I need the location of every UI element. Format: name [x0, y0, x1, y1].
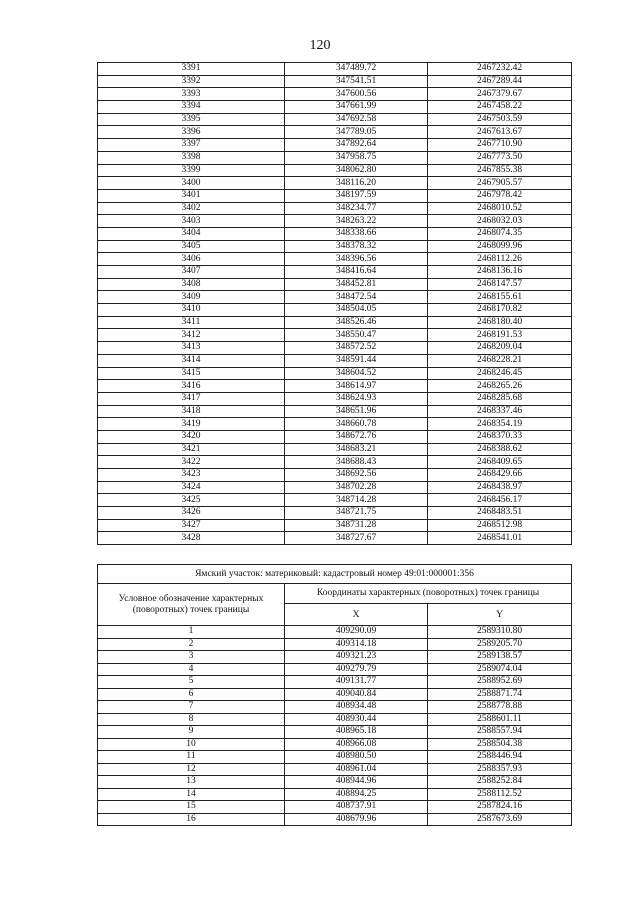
point-number-cell: 3410 — [98, 304, 285, 317]
point-number-cell: 3424 — [98, 481, 285, 494]
y-coordinate-cell: 2467379.67 — [428, 88, 572, 101]
point-number-cell: 4 — [98, 663, 285, 676]
x-coordinate-cell: 408980.50 — [285, 751, 428, 764]
x-coordinate-cell: 348660.78 — [285, 418, 428, 431]
point-number-cell: 3406 — [98, 253, 285, 266]
table-row — [98, 443, 572, 456]
table-row — [98, 380, 572, 393]
x-coordinate-cell: 348452.81 — [285, 278, 428, 291]
y-coordinate-cell: 2468541.01 — [428, 532, 572, 545]
x-coordinate-cell: 408737.91 — [285, 801, 428, 814]
y-coordinate-cell: 2468370.33 — [428, 430, 572, 443]
y-coordinate-cell: 2467232.42 — [428, 63, 572, 76]
table-row — [98, 253, 572, 266]
coordinates-header: Координаты характерных (поворотных) точек границы — [285, 584, 572, 604]
y-coordinate-cell: 2468147.57 — [428, 278, 572, 291]
table-row — [98, 519, 572, 532]
y-coordinate-cell: 2467773.50 — [428, 151, 572, 164]
y-coordinate-cell: 2468246.45 — [428, 367, 572, 380]
table-row — [98, 801, 572, 814]
point-number-cell: 3400 — [98, 177, 285, 190]
table-row — [98, 189, 572, 202]
y-coordinate-cell: 2468285.68 — [428, 392, 572, 405]
table-row — [98, 688, 572, 701]
y-coordinate-cell: 2467978.42 — [428, 189, 572, 202]
point-number-cell: 3420 — [98, 430, 285, 443]
x-coordinate-cell: 348472.54 — [285, 291, 428, 304]
point-number-cell: 3416 — [98, 380, 285, 393]
x-coordinate-cell: 408894.25 — [285, 788, 428, 801]
table-row — [98, 291, 572, 304]
y-coordinate-cell: 2467710.90 — [428, 139, 572, 152]
table-row — [98, 788, 572, 801]
table-row — [98, 215, 572, 228]
point-number-cell: 3396 — [98, 126, 285, 139]
point-number-cell: 3402 — [98, 202, 285, 215]
x-coordinate-cell: 409040.84 — [285, 688, 428, 701]
table-row — [98, 430, 572, 443]
table-row — [98, 316, 572, 329]
x-coordinate-cell: 408961.04 — [285, 763, 428, 776]
x-coordinate-cell: 347489.72 — [285, 63, 428, 76]
table-row — [98, 63, 572, 76]
x-coordinate-cell: 347661.99 — [285, 101, 428, 114]
point-number-cell: 15 — [98, 801, 285, 814]
point-number-cell: 3412 — [98, 329, 285, 342]
y-coordinate-cell: 2589138.57 — [428, 651, 572, 664]
x-coordinate-cell: 348714.28 — [285, 494, 428, 507]
coordinates-table-continued — [97, 62, 572, 545]
x-coordinate-cell: 348672.76 — [285, 430, 428, 443]
point-number-cell: 3427 — [98, 519, 285, 532]
y-coordinate-cell: 2468409.65 — [428, 456, 572, 469]
table-row — [98, 367, 572, 380]
table-row — [98, 329, 572, 342]
x-coordinate-cell: 348727.67 — [285, 532, 428, 545]
y-coordinate-cell: 2468337.46 — [428, 405, 572, 418]
point-number-cell: 3408 — [98, 278, 285, 291]
y-coordinate-cell: 2468010.52 — [428, 202, 572, 215]
x-coordinate-cell: 348651.96 — [285, 405, 428, 418]
table-row — [98, 651, 572, 664]
point-number-cell: 3403 — [98, 215, 285, 228]
point-number-cell: 3418 — [98, 405, 285, 418]
y-coordinate-cell: 2588252.84 — [428, 776, 572, 789]
point-number-cell: 3422 — [98, 456, 285, 469]
table-row — [98, 663, 572, 676]
point-number-cell: 3397 — [98, 139, 285, 152]
table-row — [98, 227, 572, 240]
y-coordinate-cell: 2588952.69 — [428, 676, 572, 689]
x-coordinate-cell: 348721.75 — [285, 507, 428, 520]
x-coordinate-cell: 408944.96 — [285, 776, 428, 789]
y-coordinate-cell: 2468074.35 — [428, 227, 572, 240]
x-coordinate-cell: 408965.18 — [285, 726, 428, 739]
y-coordinate-cell: 2468228.21 — [428, 354, 572, 367]
x-coordinate-cell: 348263.22 — [285, 215, 428, 228]
x-coordinate-cell: 348526.46 — [285, 316, 428, 329]
table-row — [98, 726, 572, 739]
table-row — [98, 75, 572, 88]
table-row — [98, 126, 572, 139]
x-coordinate-cell: 348702.28 — [285, 481, 428, 494]
x-coordinate-cell: 348378.32 — [285, 240, 428, 253]
point-number-cell: 3413 — [98, 342, 285, 355]
point-number-cell: 14 — [98, 788, 285, 801]
y-coordinate-cell: 2468438.97 — [428, 481, 572, 494]
table-row — [98, 202, 572, 215]
point-number-cell: 3394 — [98, 101, 285, 114]
point-number-cell: 3405 — [98, 240, 285, 253]
x-coordinate-cell: 409290.09 — [285, 626, 428, 639]
table-caption: Ямский участок: материковый: кадастровый номер 49:01:000001:356 — [98, 565, 572, 584]
table-row — [98, 240, 572, 253]
table-row — [98, 776, 572, 789]
point-number-cell: 13 — [98, 776, 285, 789]
y-coordinate-cell: 2468180.40 — [428, 316, 572, 329]
table-row — [98, 638, 572, 651]
x-coordinate-cell: 348692.56 — [285, 469, 428, 482]
point-number-cell: 3421 — [98, 443, 285, 456]
table-row — [98, 139, 572, 152]
y-coordinate-cell: 2588557.94 — [428, 726, 572, 739]
point-number-cell: 6 — [98, 688, 285, 701]
y-coordinate-cell: 2588601.11 — [428, 713, 572, 726]
x-coordinate-cell: 408679.96 — [285, 813, 428, 826]
table-row — [98, 713, 572, 726]
table-row — [98, 494, 572, 507]
y-coordinate-cell: 2467905.57 — [428, 177, 572, 190]
point-number-cell: 3417 — [98, 392, 285, 405]
table-row — [98, 88, 572, 101]
y-coordinate-cell: 2587824.16 — [428, 801, 572, 814]
point-number-cell: 3426 — [98, 507, 285, 520]
point-number-cell: 3393 — [98, 88, 285, 101]
point-number-cell: 3425 — [98, 494, 285, 507]
x-coordinate-cell: 347541.51 — [285, 75, 428, 88]
table-row — [98, 481, 572, 494]
yamsky-plot-coordinates-table — [97, 564, 572, 826]
y-column-header: Y — [428, 604, 572, 626]
x-coordinate-cell: 348572.52 — [285, 342, 428, 355]
y-coordinate-cell: 2467503.59 — [428, 113, 572, 126]
y-coordinate-cell: 2468170.82 — [428, 304, 572, 317]
y-coordinate-cell: 2468429.66 — [428, 469, 572, 482]
y-coordinate-cell: 2468456.17 — [428, 494, 572, 507]
table-row — [98, 354, 572, 367]
table-row — [98, 626, 572, 639]
point-number-cell: 7 — [98, 701, 285, 714]
table-row — [98, 469, 572, 482]
point-number-cell: 3392 — [98, 75, 285, 88]
y-coordinate-cell: 2468112.26 — [428, 253, 572, 266]
x-coordinate-cell: 348624.93 — [285, 392, 428, 405]
yamsky-table-body — [98, 626, 572, 826]
y-coordinate-cell: 2589205.70 — [428, 638, 572, 651]
point-number-cell: 3399 — [98, 164, 285, 177]
point-number-cell: 2 — [98, 638, 285, 651]
table-row — [98, 751, 572, 764]
table-row — [98, 507, 572, 520]
table-row — [98, 763, 572, 776]
x-coordinate-cell: 347892.64 — [285, 139, 428, 152]
table-row — [98, 532, 572, 545]
x-coordinate-cell: 348396.56 — [285, 253, 428, 266]
x-column-header: X — [285, 604, 428, 626]
y-coordinate-cell: 2588446.94 — [428, 751, 572, 764]
table-row — [98, 177, 572, 190]
x-coordinate-cell: 409314.18 — [285, 638, 428, 651]
y-coordinate-cell: 2467289.44 — [428, 75, 572, 88]
point-number-cell: 9 — [98, 726, 285, 739]
y-coordinate-cell: 2468191.53 — [428, 329, 572, 342]
table-row — [98, 418, 572, 431]
point-designation-header: Условное обозначение характерных (поворотных) точек границы — [98, 584, 285, 626]
y-coordinate-cell: 2467458.22 — [428, 101, 572, 114]
point-number-cell: 10 — [98, 738, 285, 751]
point-number-cell: 3398 — [98, 151, 285, 164]
y-coordinate-cell: 2588504.38 — [428, 738, 572, 751]
table-row — [98, 405, 572, 418]
point-number-cell: 3 — [98, 651, 285, 664]
y-coordinate-cell: 2588778.88 — [428, 701, 572, 714]
x-coordinate-cell: 348416.64 — [285, 266, 428, 279]
x-coordinate-cell: 409321.23 — [285, 651, 428, 664]
y-coordinate-cell: 2468265.26 — [428, 380, 572, 393]
point-number-cell: 3401 — [98, 189, 285, 202]
y-coordinate-cell: 2468155.61 — [428, 291, 572, 304]
y-coordinate-cell: 2468388.62 — [428, 443, 572, 456]
x-coordinate-cell: 348197.59 — [285, 189, 428, 202]
x-coordinate-cell: 348550.47 — [285, 329, 428, 342]
y-coordinate-cell: 2587673.69 — [428, 813, 572, 826]
point-number-cell: 3414 — [98, 354, 285, 367]
table-row — [98, 738, 572, 751]
x-coordinate-cell: 348683.21 — [285, 443, 428, 456]
point-number-cell: 1 — [98, 626, 285, 639]
point-number-cell: 16 — [98, 813, 285, 826]
y-coordinate-cell: 2589074.04 — [428, 663, 572, 676]
point-number-cell: 3419 — [98, 418, 285, 431]
table-row — [98, 392, 572, 405]
y-coordinate-cell: 2468354.19 — [428, 418, 572, 431]
table-row — [98, 701, 572, 714]
x-coordinate-cell: 348614.97 — [285, 380, 428, 393]
page-number: 120 — [309, 38, 331, 53]
table-row — [98, 342, 572, 355]
table-row — [98, 456, 572, 469]
y-coordinate-cell: 2468032.03 — [428, 215, 572, 228]
x-coordinate-cell: 348688.43 — [285, 456, 428, 469]
y-coordinate-cell: 2468136.16 — [428, 266, 572, 279]
x-coordinate-cell: 347600.56 — [285, 88, 428, 101]
y-coordinate-cell: 2468483.51 — [428, 507, 572, 520]
point-number-cell: 8 — [98, 713, 285, 726]
y-coordinate-cell: 2589310.80 — [428, 626, 572, 639]
y-coordinate-cell: 2468099.96 — [428, 240, 572, 253]
y-coordinate-cell: 2468209.04 — [428, 342, 572, 355]
x-coordinate-cell: 348504.05 — [285, 304, 428, 317]
point-number-cell: 3407 — [98, 266, 285, 279]
x-coordinate-cell: 348338.66 — [285, 227, 428, 240]
x-coordinate-cell: 348604.52 — [285, 367, 428, 380]
coordinates-table-body — [98, 63, 572, 545]
x-coordinate-cell: 347789.05 — [285, 126, 428, 139]
table-row — [98, 304, 572, 317]
point-number-cell: 12 — [98, 763, 285, 776]
x-coordinate-cell: 347958.75 — [285, 151, 428, 164]
x-coordinate-cell: 348062.80 — [285, 164, 428, 177]
point-number-cell: 5 — [98, 676, 285, 689]
point-number-cell: 3415 — [98, 367, 285, 380]
x-coordinate-cell: 348234.77 — [285, 202, 428, 215]
table-row — [98, 676, 572, 689]
point-number-cell: 3409 — [98, 291, 285, 304]
table-row — [98, 113, 572, 126]
x-coordinate-cell: 347692.58 — [285, 113, 428, 126]
table-row — [98, 278, 572, 291]
x-coordinate-cell: 408966.08 — [285, 738, 428, 751]
y-coordinate-cell: 2467855.38 — [428, 164, 572, 177]
y-coordinate-cell: 2588871.74 — [428, 688, 572, 701]
table-row — [98, 101, 572, 114]
y-coordinate-cell: 2467613.67 — [428, 126, 572, 139]
x-coordinate-cell: 408930.44 — [285, 713, 428, 726]
x-coordinate-cell: 409131.77 — [285, 676, 428, 689]
y-coordinate-cell: 2588112.52 — [428, 788, 572, 801]
point-number-cell: 3428 — [98, 532, 285, 545]
point-number-cell: 3404 — [98, 227, 285, 240]
x-coordinate-cell: 348116.20 — [285, 177, 428, 190]
table-row — [98, 151, 572, 164]
x-coordinate-cell: 409279.79 — [285, 663, 428, 676]
point-number-cell: 3411 — [98, 316, 285, 329]
table-row — [98, 164, 572, 177]
point-number-cell: 3391 — [98, 63, 285, 76]
x-coordinate-cell: 408934.48 — [285, 701, 428, 714]
table-row — [98, 266, 572, 279]
x-coordinate-cell: 348731.28 — [285, 519, 428, 532]
y-coordinate-cell: 2588357.93 — [428, 763, 572, 776]
point-number-cell: 11 — [98, 751, 285, 764]
point-number-cell: 3423 — [98, 469, 285, 482]
point-number-cell: 3395 — [98, 113, 285, 126]
y-coordinate-cell: 2468512.98 — [428, 519, 572, 532]
x-coordinate-cell: 348591.44 — [285, 354, 428, 367]
table-row — [98, 813, 572, 826]
